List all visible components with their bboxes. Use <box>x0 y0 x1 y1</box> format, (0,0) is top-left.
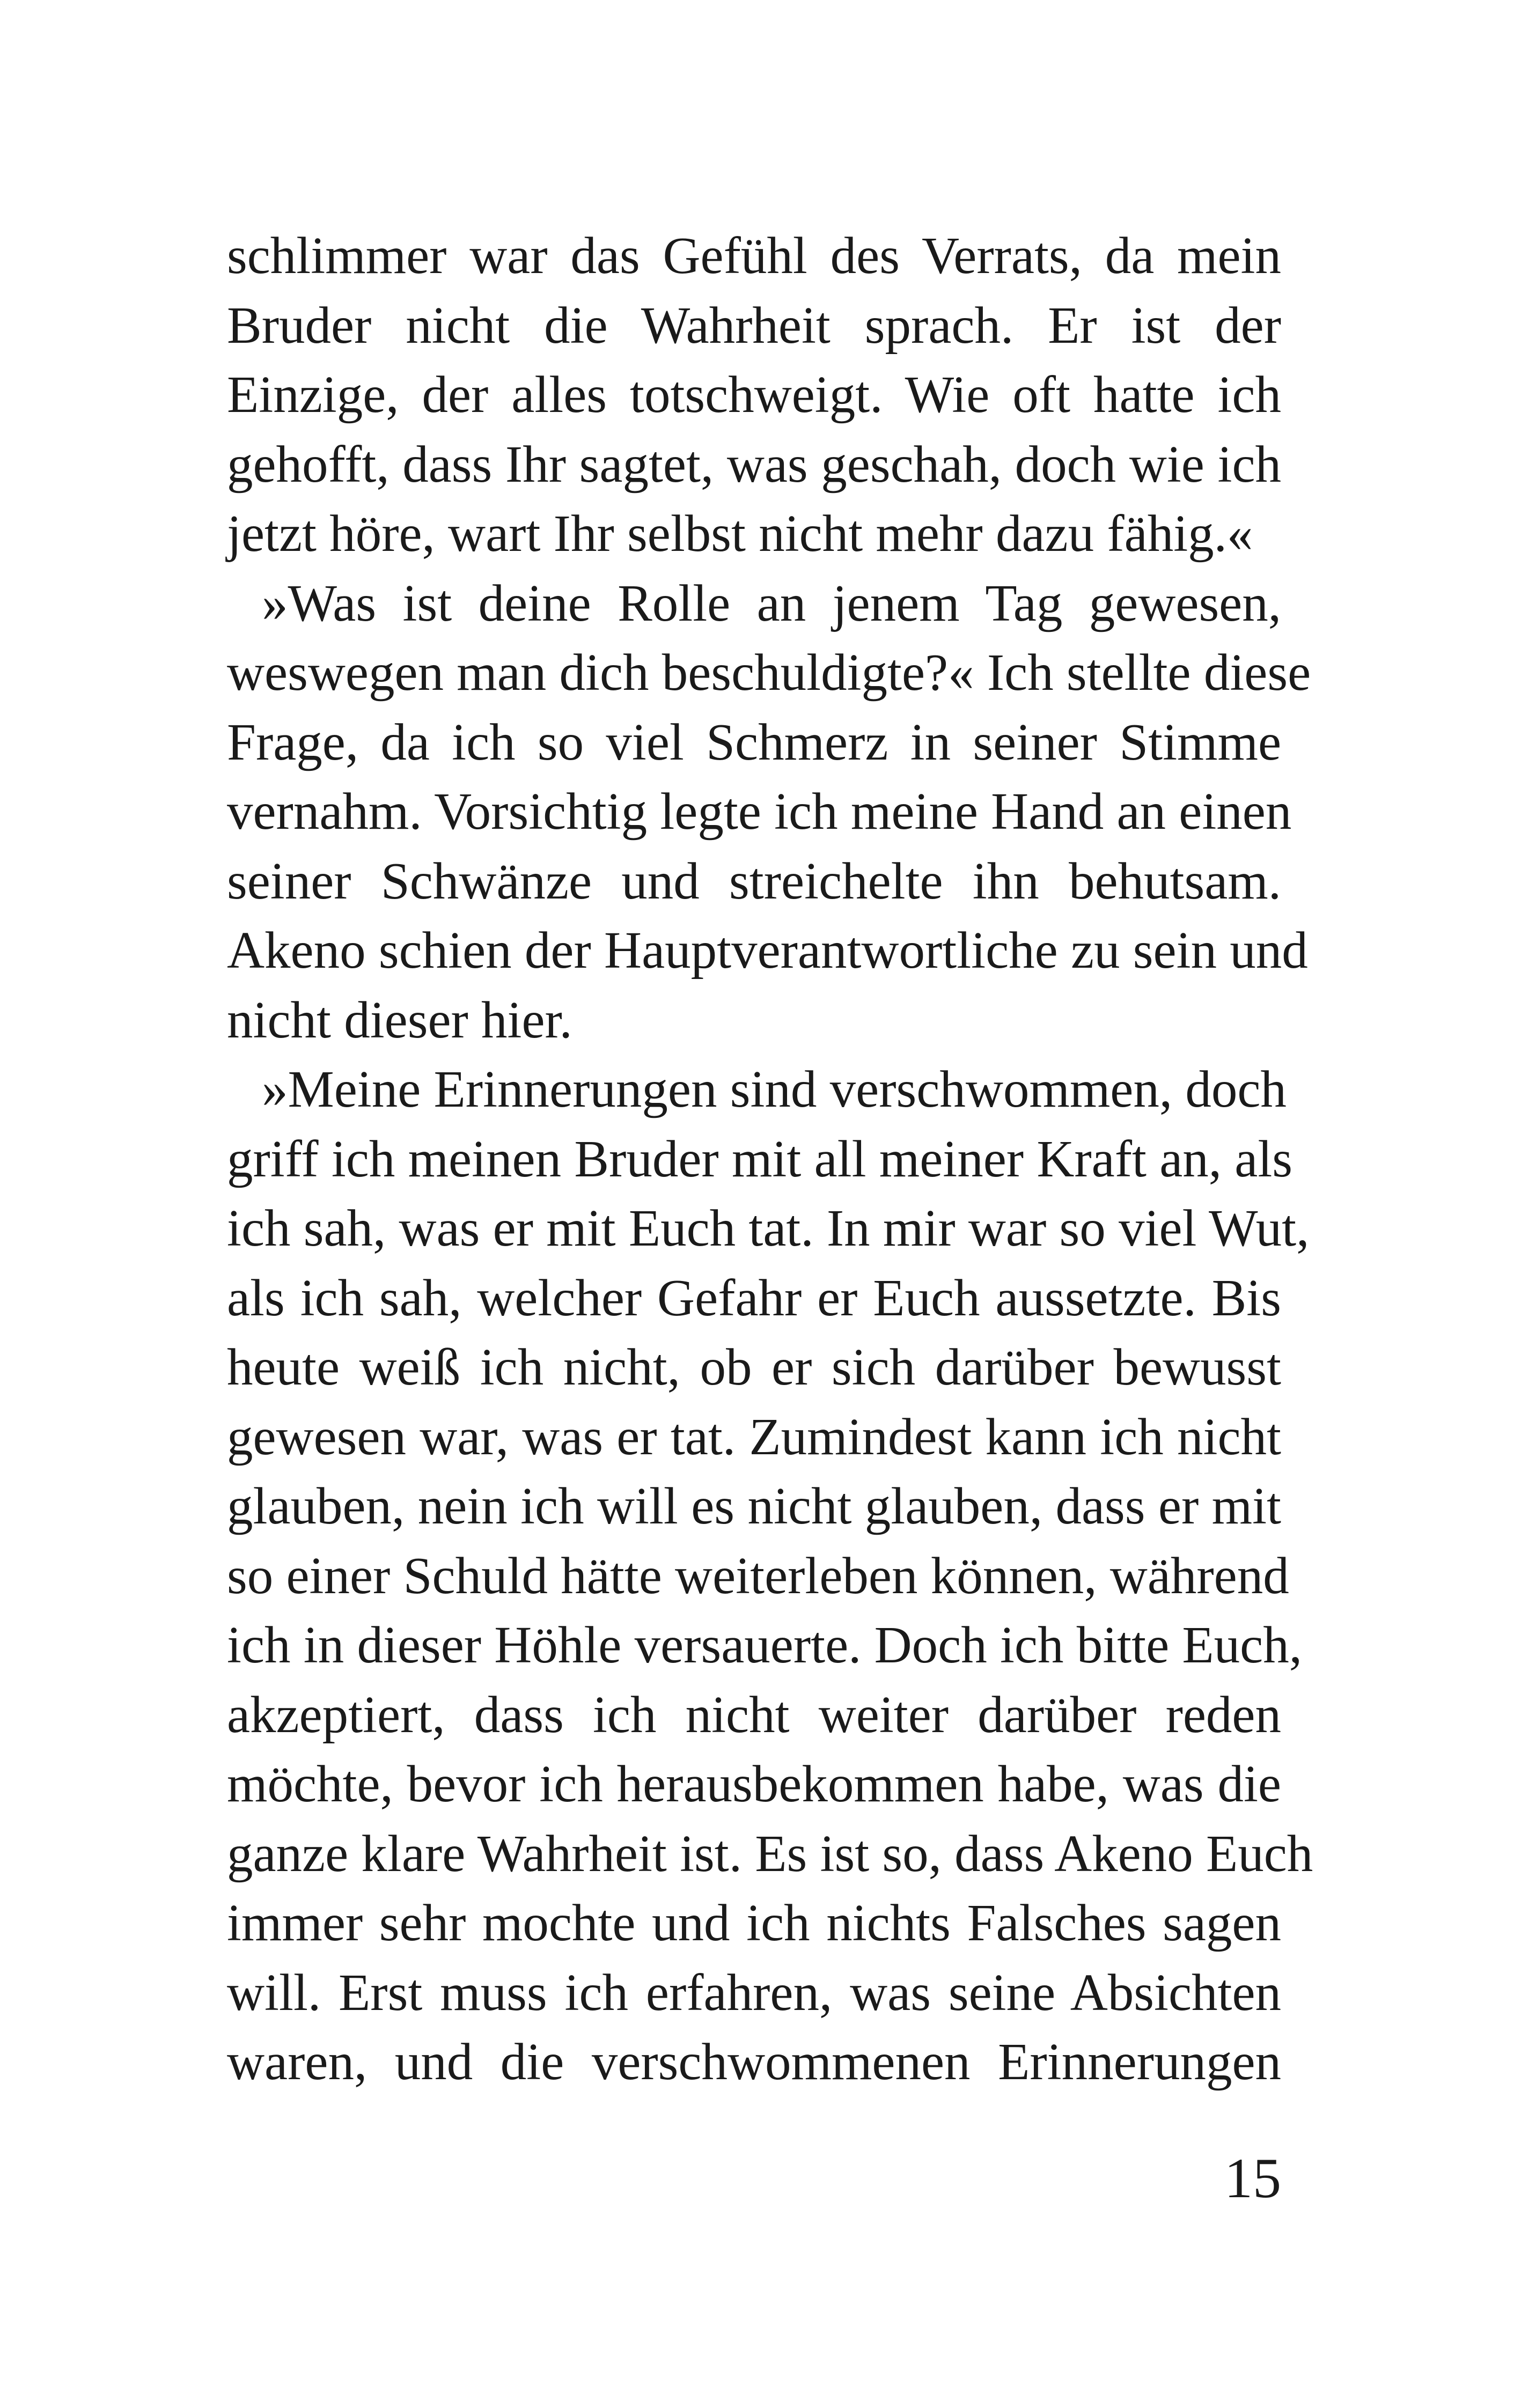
text-line: gewesen war, was er tat. Zumindest kann ich nicht <box>227 1408 1281 1466</box>
text-line: so einer Schuld hätte weiterleben können, während <box>227 1547 1289 1604</box>
text-line: »Meine Erinnerungen sind verschwommen, doch <box>262 1061 1287 1118</box>
text-line: seiner Schwänze und streichelte ihn behutsam. <box>227 852 1281 910</box>
paragraph <box>227 221 1281 569</box>
text-line: Bruder nicht die Wahrheit sprach. Er ist der <box>227 296 1281 354</box>
text-line: vernahm. Vorsichtig legte ich meine Hand an einen <box>227 783 1292 840</box>
text-line: glauben, nein ich will es nicht glauben, dass er mit <box>227 1477 1281 1535</box>
text-line: als ich sah, welcher Gefahr er Euch aussetzte. Bis <box>227 1269 1281 1327</box>
text-line: jetzt höre, wart Ihr selbst nicht mehr dazu fähig.« <box>227 505 1253 562</box>
text-line: will. Erst muss ich erfahren, was seine Absichten <box>227 1963 1281 2021</box>
text-line: ich in dieser Höhle versauerte. Doch ich bitte Euch, <box>227 1616 1302 1674</box>
text-line: schlimmer war das Gefühl des Verrats, da mein <box>227 227 1281 284</box>
paragraph <box>227 569 1311 1055</box>
text-line: weswegen man dich beschuldigte?« Ich stellte diese <box>227 644 1311 701</box>
text-line: »Was ist deine Rolle an jenem Tag gewesen, <box>262 574 1281 632</box>
text-line: heute weiß ich nicht, ob er sich darüber bewusst <box>227 1338 1281 1396</box>
text-line: Einzige, der alles totschweigt. Wie oft hatte ich <box>227 366 1281 423</box>
text-line: immer sehr mochte und ich nichts Falsches sagen <box>227 1894 1281 1952</box>
body-text <box>227 221 1313 2097</box>
text-line: griff ich meinen Bruder mit all meiner Kraft an, als <box>227 1130 1293 1188</box>
text-line: gehofft, dass Ihr sagtet, was geschah, doch wie ich <box>227 435 1281 493</box>
text-line: möchte, bevor ich herausbekommen habe, was die <box>227 1755 1281 1813</box>
text-line: ganze klare Wahrheit ist. Es ist so, dass Akeno Euch <box>227 1824 1313 1882</box>
text-line: Akeno schien der Hauptverantwortliche zu sein und <box>227 922 1308 979</box>
text-line: waren, und die verschwommenen Erinnerungen <box>227 2033 1281 2090</box>
text-line: ich sah, was er mit Euch tat. In mir war so viel Wut, <box>227 1199 1310 1257</box>
paragraph <box>227 1055 1313 2097</box>
page-number: 15 <box>1224 2147 1281 2210</box>
text-line: nicht dieser hier. <box>227 991 572 1049</box>
text-line: Frage, da ich so viel Schmerz in seiner Stimme <box>227 713 1281 771</box>
text-line: akzeptiert, dass ich nicht weiter darüber reden <box>227 1685 1281 1743</box>
